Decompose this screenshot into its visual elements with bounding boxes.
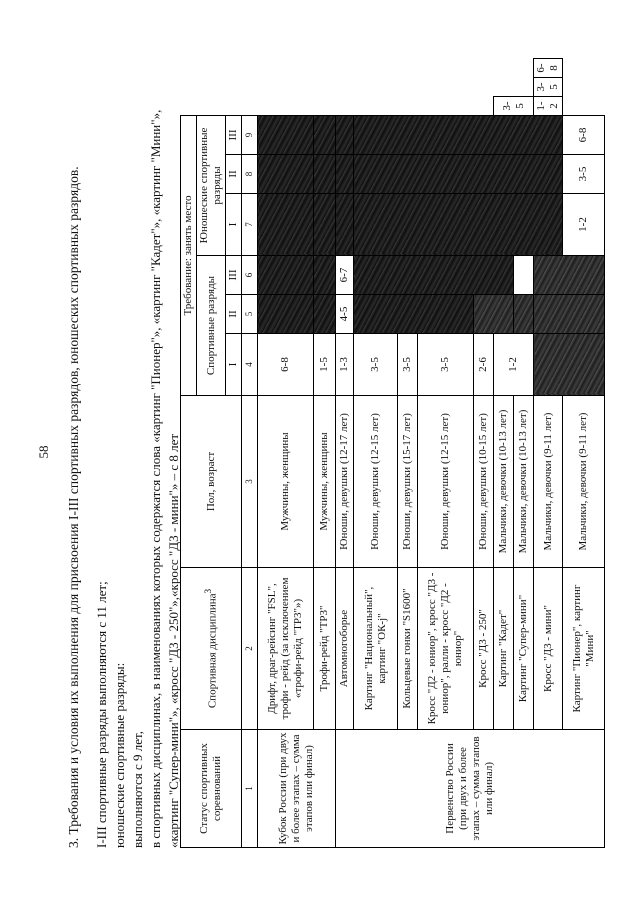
shaded-cell	[354, 256, 514, 295]
shaded-cell	[258, 256, 314, 295]
gender-age-cell: Юноши, девушки (12-15 лет)	[418, 396, 474, 568]
place-cell: 3-5	[418, 334, 474, 396]
column-number: 6	[242, 256, 258, 295]
gender-age-cell: Мальчики, девочки (10-13 лет)	[514, 396, 534, 568]
place-cell: 1-3	[336, 334, 354, 396]
gender-age-cell: Юноши, девушки (12-17 лет)	[336, 396, 354, 568]
header-discipline: Спортивная дисциплина$^3$	[181, 568, 242, 730]
requirements-table	[180, 58, 605, 848]
table-row	[258, 59, 314, 848]
status-cell: Первенство России (при двух и более этапах – сумма этапов или финал)	[336, 730, 605, 848]
table-row	[314, 59, 336, 848]
place-cell: 1-2	[534, 96, 563, 115]
place-cell: 6-8	[258, 334, 314, 396]
discipline-cell: Автомногоборье	[336, 568, 354, 730]
shaded-cell	[534, 334, 605, 396]
place-cell: 3-5	[354, 334, 398, 396]
header-sport-ranks: Спортивные разряды	[197, 256, 226, 396]
gender-age-cell: Мужчины, женщины	[314, 396, 336, 568]
shaded-cell	[336, 155, 354, 194]
column-number: 8	[242, 155, 258, 194]
shaded-cell	[354, 115, 563, 154]
column-number: 4	[242, 334, 258, 396]
column-number: 1	[242, 730, 258, 848]
header-rank-col: I	[226, 194, 242, 256]
header-rank-col: II	[226, 295, 242, 334]
place-cell: 3-5	[534, 78, 563, 97]
shaded-cell	[354, 194, 563, 256]
table-row	[563, 59, 605, 848]
place-cell: 2-6	[474, 334, 494, 396]
discipline-cell: Картинг "Национальный", картинг "ОК-j"	[354, 568, 398, 730]
place-cell: 6-8	[534, 59, 563, 78]
header-rank-col: III	[226, 256, 242, 295]
shaded-cell	[314, 194, 336, 256]
shaded-cell	[258, 115, 314, 154]
status-cell: Кубок России (при двух и более этапах – сумма этапов или финал)	[258, 730, 336, 848]
header-gender-age: Пол, возраст	[181, 396, 242, 568]
column-number: 2	[242, 568, 258, 730]
shaded-cell	[258, 295, 314, 334]
discipline-cell: Картинг "Кадет"	[494, 568, 514, 730]
discipline-cell: Дрифт, драг-рейсинг "FSL", трофи - рейд (за исключением «трофи-рейд "ТР3"»)	[258, 568, 314, 730]
header-rank-col: III	[226, 115, 242, 154]
table-row	[336, 59, 354, 848]
table-row	[354, 59, 398, 848]
shaded-cell	[336, 194, 354, 256]
discipline-cell: Кросс "Д3 - мини"	[534, 568, 563, 730]
shaded-cell	[336, 115, 354, 154]
gender-age-cell: Юноши, девушки (15-17 лет)	[398, 396, 418, 568]
header-requirement: Требование: занять место	[181, 115, 197, 395]
place-cell: 1-2	[563, 194, 605, 256]
column-number: 7	[242, 194, 258, 256]
shaded-cell	[258, 194, 314, 256]
page-number: 58	[36, 445, 51, 459]
discipline-cell: Картинг "Супер-мини"	[514, 568, 534, 730]
paragraph-age-8-disciplines: в спортивных дисциплинах, в наименованиях которых содержатся слова «картинг "Пионер"», «картинг "Кадет"», «картинг "Мини"», «картинг "Супер-мини"», «кросс "Д3 - 250"»,«кросс "Д3 - мини"» – с 8 лет	[148, 109, 181, 848]
column-number: 3	[242, 396, 258, 568]
gender-age-cell: Юноши, девушки (12-15 лет)	[354, 396, 398, 568]
gender-age-cell: Мальчики, девочки (10-13 лет)	[494, 396, 514, 568]
discipline-cell: Трофи-рейд "ТР3"	[314, 568, 336, 730]
shaded-cell	[474, 295, 514, 334]
shaded-cell	[354, 155, 563, 194]
paragraph-age-9: выполняются с 9 лет,	[130, 731, 145, 848]
place-cell: 1-2	[494, 334, 534, 396]
column-number: 5	[242, 295, 258, 334]
place-cell: 3-5	[398, 334, 418, 396]
shaded-cell	[258, 155, 314, 194]
gender-age-cell: Мужчины, женщины	[258, 396, 314, 568]
column-number: 9	[242, 115, 258, 154]
discipline-cell: Кросс "Д3 - 250"	[474, 568, 494, 730]
gender-age-cell: Мальчики, девочки (9-11 лет)	[563, 396, 605, 568]
discipline-cell: Картинг "Пионер", картинг "Мини"	[563, 568, 605, 730]
discipline-cell: Кольцевые гонки "S1600"	[398, 568, 418, 730]
section-heading: 3. Требования и условия их выполнения для присвоения I-III спортивных разрядов, юношеских спортивных разрядов.	[66, 166, 81, 848]
shaded-cell	[314, 115, 336, 154]
shaded-cell	[314, 256, 336, 295]
header-rank-col: I	[226, 334, 242, 396]
place-cell: 6-7	[336, 256, 354, 295]
shaded-cell	[354, 295, 474, 334]
place-cell: 3-5	[494, 96, 534, 115]
shaded-cell	[514, 295, 534, 334]
shaded-cell	[314, 155, 336, 194]
discipline-cell: Кросс "Д2 - юниор", кросс "Д3 - юниор", ралли - кросс "Д2 - юниор"	[418, 568, 474, 730]
paragraph-youth-ranks: юношеские спортивные разряды:	[112, 662, 127, 848]
gender-age-cell: Мальчики, девочки (9-11 лет)	[534, 396, 563, 568]
place-cell: 4-5	[336, 295, 354, 334]
place-cell: 3-5	[563, 155, 605, 194]
gender-age-cell: Юноши, девушки (10-15 лет)	[474, 396, 494, 568]
paragraph-age-sport-ranks: I-III спортивные разряды выполняются с 11 лет;	[94, 581, 109, 848]
rotated-page-content	[65, 58, 625, 848]
shaded-cell	[314, 295, 336, 334]
header-rank-col: II	[226, 155, 242, 194]
place-cell: 6-8	[563, 115, 605, 154]
place-cell: 1-5	[314, 334, 336, 396]
shaded-cell	[534, 295, 605, 334]
shaded-cell	[534, 256, 605, 295]
header-status: Статус спортивных соревнований	[181, 730, 242, 848]
header-youth-ranks: Юношеские спортивные разряды	[197, 115, 226, 255]
